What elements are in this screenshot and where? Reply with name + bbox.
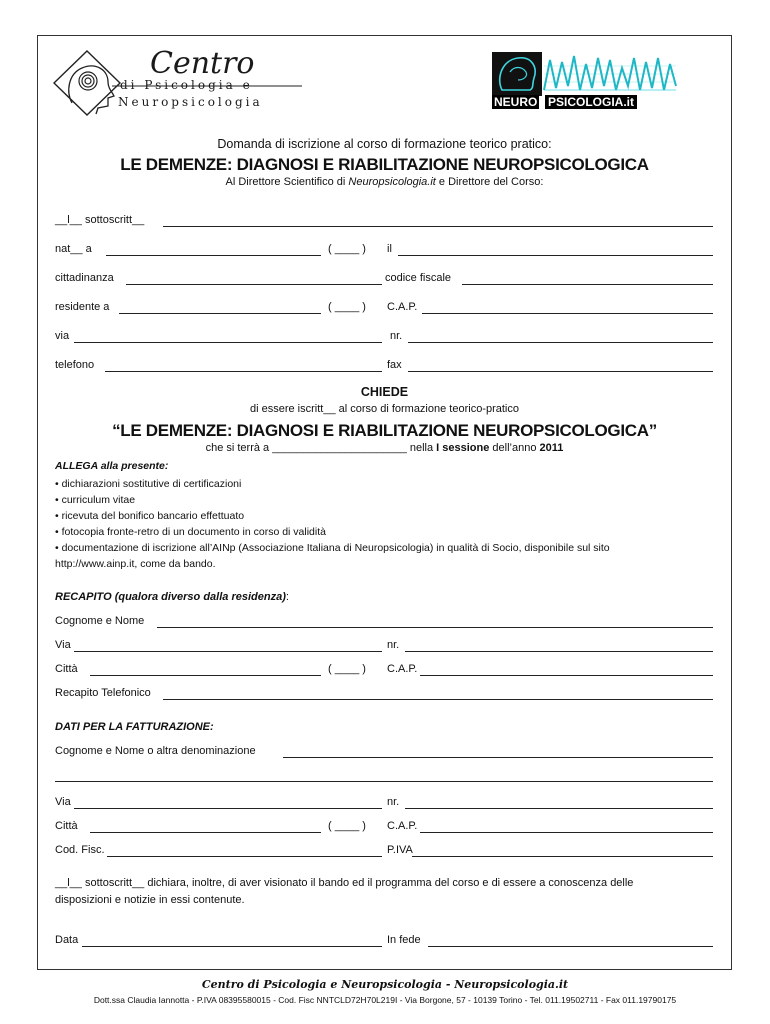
- logo-neuro-text: NEURO: [494, 95, 538, 109]
- label-recapito-telefono: Recapito Telefonico: [55, 687, 151, 699]
- field-fatt-cap[interactable]: [420, 832, 713, 833]
- centro-sub-line1: di Psicologia e: [120, 78, 253, 92]
- field-cap[interactable]: [422, 313, 713, 314]
- form-intro: Domanda di iscrizione al corso di formazione teorico pratico:: [217, 137, 552, 151]
- attachment-item: • dichiarazioni sostitutive di certificazioni: [55, 478, 242, 490]
- field-fatt-codfisc[interactable]: [107, 856, 382, 857]
- label-prov-nascita: ( ____ ): [328, 243, 366, 255]
- recapito-colon: :: [285, 591, 289, 603]
- session-mid: dell’anno: [489, 442, 540, 454]
- label-fatt-cap: C.A.P.: [387, 820, 418, 832]
- attachment-item: • fotocopia fronte-retro di un documento in corso di validità: [55, 526, 326, 538]
- label-fatt-prov: ( ____ ): [328, 820, 366, 832]
- footer-org: Centro di Psicologia e Neuropsicologia - Neuropsicologia.it: [201, 978, 569, 991]
- recapito-heading: [55, 591, 289, 603]
- field-data[interactable]: [82, 946, 382, 947]
- session-year: 2011: [539, 442, 564, 454]
- label-fatt-nome: Cognome e Nome o altra denominazione: [55, 745, 256, 757]
- field-recapito-cap[interactable]: [420, 675, 713, 676]
- attachments-list: [55, 476, 610, 572]
- field-nr[interactable]: [408, 342, 713, 343]
- field-sottoscritto[interactable]: [163, 226, 713, 227]
- addressee: [37, 176, 732, 188]
- label-recapito-nome: Cognome e Nome: [55, 615, 145, 627]
- label-data: Data: [55, 934, 79, 946]
- field-fatt-citta[interactable]: [90, 832, 321, 833]
- label-fatt-citta: Città: [55, 820, 78, 832]
- label-codice-fiscale: codice fiscale: [385, 272, 452, 284]
- field-fatt-via[interactable]: [74, 808, 382, 809]
- label-in-fede: In fede: [387, 934, 421, 946]
- label-sottoscritto: __l__ sottoscritt__: [55, 214, 145, 226]
- session-bold: I sessione: [436, 442, 490, 454]
- label-nato-a: nat__ a: [55, 243, 92, 255]
- label-data-nascita: il: [387, 243, 392, 255]
- label-residente: residente a: [55, 301, 110, 313]
- attachment-item: • documentazione di iscrizione all’AINp (Associazione Italiana di Neuropsicologia) in qualità di Socio, disponibile sul sito: [55, 542, 610, 554]
- allega-heading: ALLEGA alla presente:: [55, 460, 169, 472]
- label-recapito-prov: ( ____ ): [328, 663, 366, 675]
- field-firma[interactable]: [428, 946, 713, 947]
- field-cittadinanza[interactable]: [126, 284, 382, 285]
- centro-sub-line2: Neuropsicologia: [118, 95, 263, 109]
- declaration-line1: __l__ sottoscritt__ dichiara, inoltre, di aver visionato il bando ed il programma del corso e di essere a conoscenza delle: [55, 877, 634, 889]
- label-fatt-nr: nr.: [387, 796, 400, 808]
- field-fax[interactable]: [408, 371, 713, 372]
- label-fatt-piva: P.IVA: [387, 844, 413, 856]
- label-fatt-via: Via: [55, 796, 71, 808]
- addressee-post: e Direttore del Corso:: [435, 176, 544, 188]
- label-nr: nr.: [390, 330, 403, 342]
- addressee-site: Neuropsicologia.it: [348, 176, 436, 188]
- label-fax: fax: [387, 359, 402, 371]
- field-fatt-piva[interactable]: [412, 856, 713, 857]
- field-data-nascita[interactable]: [398, 255, 713, 256]
- field-codice-fiscale[interactable]: [462, 284, 713, 285]
- field-recapito-telefono[interactable]: [163, 699, 713, 700]
- fatturazione-heading: DATI PER LA FATTURAZIONE:: [55, 721, 214, 733]
- session-pre: che si terrà a ______________________ nella: [205, 442, 437, 454]
- course-title: LE DEMENZE: DIAGNOSI E RIABILITAZIONE NEUROPSICOLOGICA: [120, 155, 649, 174]
- label-recapito-nr: nr.: [387, 639, 400, 651]
- session-line: [37, 442, 732, 454]
- field-via[interactable]: [74, 342, 382, 343]
- declaration-line2: disposizioni e notizie in essi contenute.: [55, 894, 245, 906]
- field-recapito-citta[interactable]: [90, 675, 321, 676]
- label-via: via: [55, 330, 70, 342]
- label-cittadinanza: cittadinanza: [55, 272, 114, 284]
- course-title-quoted: “LE DEMENZE: DIAGNOSI E RIABILITAZIONE NEUROPSICOLOGICA”: [112, 421, 657, 440]
- field-fatt-nome-cont[interactable]: [55, 781, 713, 782]
- label-recapito-cap: C.A.P.: [387, 663, 418, 675]
- field-recapito-nome[interactable]: [157, 627, 713, 628]
- label-cap: C.A.P.: [387, 301, 418, 313]
- attachment-item: http://www.ainp.it, come da bando.: [55, 558, 216, 570]
- logo-psicologia-text: PSICOLOGIA.it: [545, 95, 637, 109]
- field-fatt-nome[interactable]: [283, 757, 713, 758]
- footer-contacts: Dott.ssa Claudia Iannotta - P.IVA 08395580015 - Cod. Fisc NNTCLD72H70L219I - Via Borgone, 57 - 10139 Torino - Tel. 011.19502711 - Fax 011.19790175: [93, 995, 677, 1005]
- field-recapito-via[interactable]: [74, 651, 382, 652]
- field-residenza[interactable]: [119, 313, 321, 314]
- label-recapito-citta: Città: [55, 663, 78, 675]
- label-fatt-codfisc: Cod. Fisc.: [55, 844, 105, 856]
- field-fatt-nr[interactable]: [405, 808, 713, 809]
- chiede-heading: CHIEDE: [360, 385, 409, 399]
- attachment-item: • curriculum vitae: [55, 494, 136, 506]
- field-telefono[interactable]: [105, 371, 382, 372]
- label-prov-residenza: ( ____ ): [328, 301, 366, 313]
- field-luogo-nascita[interactable]: [106, 255, 321, 256]
- label-telefono: telefono: [55, 359, 95, 371]
- attachment-item: • ricevuta del bonifico bancario effettuato: [55, 510, 245, 522]
- recapito-heading-text: RECAPITO (qualora diverso dalla residenza): [55, 591, 286, 603]
- iscrizione-line: di essere iscritt__ al corso di formazione teorico-pratico: [249, 403, 519, 415]
- field-recapito-nr[interactable]: [405, 651, 713, 652]
- addressee-pre: Al Direttore Scientifico di: [225, 176, 349, 188]
- label-recapito-via: Via: [55, 639, 71, 651]
- centro-brand-text: Centro: [150, 46, 255, 81]
